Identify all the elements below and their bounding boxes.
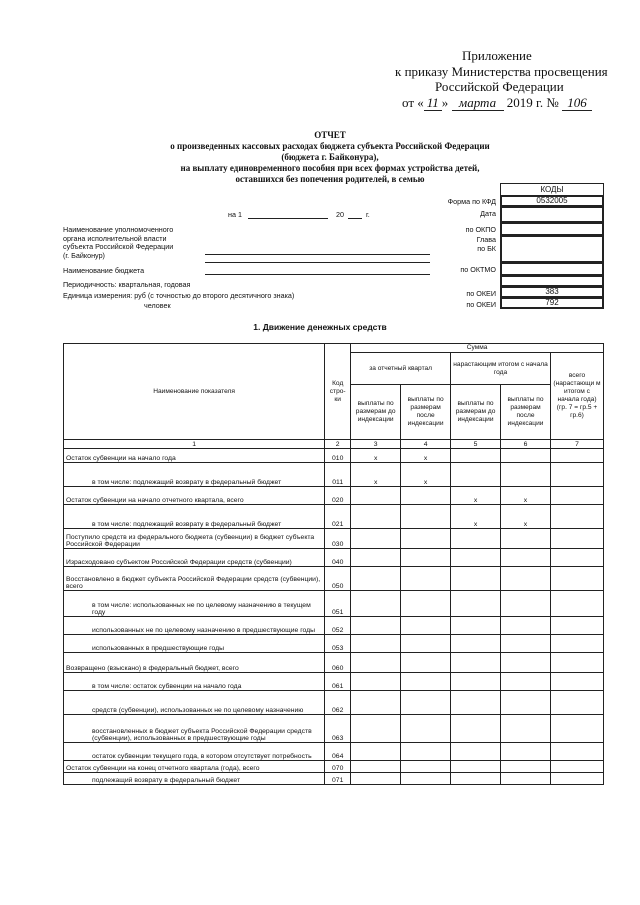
report-year-suffix: г. <box>366 210 370 219</box>
unit-label: Единица измерения: руб (с точностью до второго десятичного знака) <box>63 291 295 300</box>
row-cell-c3 <box>351 743 401 761</box>
okpo-label: по ОКПО <box>465 225 496 234</box>
row-cell-c7 <box>550 635 603 653</box>
row-cell-c5 <box>451 549 501 567</box>
row-cell-c6 <box>501 617 551 635</box>
row-name: Остаток субвенции на конец отчетного квартала (года), всего <box>64 761 325 773</box>
row-cell-c3 <box>351 549 401 567</box>
row-cell-c7 <box>550 549 603 567</box>
col-number-2: 2 <box>325 440 351 449</box>
row-cell-c7 <box>550 449 603 463</box>
row-cell-c4 <box>401 653 451 673</box>
row-cell-c7 <box>550 567 603 591</box>
date-day: 11 <box>424 95 442 112</box>
row-cell-c3 <box>351 673 401 691</box>
row-cell-c3 <box>351 691 401 715</box>
row-cell-c6 <box>501 743 551 761</box>
title-line4: на выплату единовременного пособия при всех формах устройства детей, <box>180 163 480 173</box>
row-cell-c4 <box>401 567 451 591</box>
col-name-header: Наименование показателя <box>64 344 325 440</box>
row-code: 030 <box>325 529 351 549</box>
budget-name-line <box>205 274 430 275</box>
row-name: Остаток субвенции на начало отчетного квартала, всего <box>64 487 325 505</box>
row-name: средств (субвенции), использованных не по целевому назначению <box>64 691 325 715</box>
row-name: в том числе: остаток субвенции на начало года <box>64 673 325 691</box>
title-line3: (бюджета г. Байконура), <box>281 152 379 162</box>
pay-before-index-header: выплаты по размерам до индексации <box>351 385 401 440</box>
row-name: подлежащий возврату в федеральный бюджет <box>64 773 325 785</box>
table-row <box>64 529 604 549</box>
col-number-5: 5 <box>451 440 501 449</box>
date-number: 106 <box>562 95 592 112</box>
row-code: 061 <box>325 673 351 691</box>
form-label: Форма по КФД <box>447 197 496 206</box>
row-code: 020 <box>325 487 351 505</box>
row-name: Поступило средств из федерального бюджета (субвенции) в бюджет субъекта Российской Федерации <box>64 529 325 549</box>
col-number-4: 4 <box>401 440 451 449</box>
row-cell-c7 <box>550 487 603 505</box>
row-cell-c3 <box>351 773 401 785</box>
row-cell-c3 <box>351 591 401 617</box>
row-cell-c3: x <box>351 449 401 463</box>
row-cell-c7 <box>550 673 603 691</box>
row-cell-c7 <box>550 505 603 529</box>
row-cell-c5: x <box>451 505 501 529</box>
section-title: 1. Движение денежных средств <box>253 322 387 332</box>
table-row <box>64 487 604 505</box>
row-name: в том числе: подлежащий возврату в федеральный бюджет <box>64 505 325 529</box>
title-line5: оставшихся без попечения родителей, в семью <box>235 174 425 184</box>
glava-label <box>440 235 496 253</box>
row-cell-c3 <box>351 505 401 529</box>
row-name: Восстановлено в бюджет субъекта Российской Федерации средств (субвенции), всего <box>64 567 325 591</box>
row-cell-c4 <box>401 505 451 529</box>
org-label-3: субъекта Российской Федерации <box>63 242 174 252</box>
table-row <box>64 449 604 463</box>
cash-flow-table <box>63 343 604 785</box>
row-cell-c5 <box>451 463 501 487</box>
row-name: использованных не по целевому назначению в предшествующие годы <box>64 617 325 635</box>
row-cell-c6: x <box>501 487 551 505</box>
periodicity-label: Периодичность: квартальная, годовая <box>63 280 191 289</box>
okei1-label: по ОКЕИ <box>466 289 496 298</box>
table-row <box>64 761 604 773</box>
row-cell-c5 <box>451 529 501 549</box>
row-cell-c6 <box>501 529 551 549</box>
row-cell-c4 <box>401 635 451 653</box>
table-row <box>64 617 604 635</box>
org-label-4: (г. Байконур) <box>63 250 105 260</box>
table-row <box>64 549 604 567</box>
report-year-prefix: 20 <box>336 210 344 219</box>
row-cell-c7 <box>550 773 603 785</box>
row-cell-c4 <box>401 549 451 567</box>
row-code: 064 <box>325 743 351 761</box>
table-row <box>64 673 604 691</box>
cumulative-header: нарастающим итогом с начала года <box>451 353 551 385</box>
row-code: 063 <box>325 715 351 743</box>
row-code: 060 <box>325 653 351 673</box>
row-cell-c6 <box>501 635 551 653</box>
col-number-3: 3 <box>351 440 401 449</box>
row-cell-c6 <box>501 773 551 785</box>
row-cell-c3 <box>351 653 401 673</box>
row-code: 050 <box>325 567 351 591</box>
row-cell-c6 <box>501 653 551 673</box>
row-cell-c4 <box>401 591 451 617</box>
row-code: 051 <box>325 591 351 617</box>
row-cell-c5 <box>451 691 501 715</box>
row-cell-c6 <box>501 449 551 463</box>
row-code: 010 <box>325 449 351 463</box>
row-cell-c4: x <box>401 463 451 487</box>
date-year: 2019 г. № <box>506 94 559 110</box>
table-row <box>64 743 604 761</box>
row-cell-c5 <box>451 773 501 785</box>
row-name: в том числе: подлежащий возврату в федеральный бюджет <box>64 463 325 487</box>
row-cell-c7 <box>550 617 603 635</box>
appendix-line2: к приказу Министерства просвещения <box>395 63 608 79</box>
row-cell-c6 <box>501 591 551 617</box>
row-code: 011 <box>325 463 351 487</box>
row-name: использованных в предшествующие годы <box>64 635 325 653</box>
row-cell-c7 <box>550 743 603 761</box>
row-cell-c6 <box>501 549 551 567</box>
row-cell-c7 <box>550 715 603 743</box>
glava-label-2: по БК <box>477 244 496 253</box>
row-code: 052 <box>325 617 351 635</box>
row-cell-c4 <box>401 529 451 549</box>
table-row <box>64 773 604 785</box>
title-line1: ОТЧЕТ <box>314 130 346 140</box>
table-row <box>64 653 604 673</box>
glava-code-value <box>500 235 604 263</box>
row-name: Остаток субвенции на начало года <box>64 449 325 463</box>
row-cell-c5 <box>451 653 501 673</box>
row-name: остаток субвенции текущего года, в котором отсутствует потребность <box>64 743 325 761</box>
table-row <box>64 463 604 487</box>
oktmo-label: по ОКТМО <box>460 265 496 274</box>
date-label: Дата <box>480 209 496 218</box>
report-date-line <box>248 218 328 219</box>
row-code: 070 <box>325 761 351 773</box>
org-label-1: Наименование уполномоченного <box>63 225 174 234</box>
row-cell-c3 <box>351 761 401 773</box>
total-header: всего (нарастающи м итогом с начала года) (гр. 7 = гр.5 + гр.6) <box>550 353 603 440</box>
row-cell-c4 <box>401 673 451 691</box>
row-cell-c7 <box>550 529 603 549</box>
row-cell-c7 <box>550 463 603 487</box>
row-code: 071 <box>325 773 351 785</box>
okei1-code-value: 383 <box>500 286 604 298</box>
table-row <box>64 505 604 529</box>
row-cell-c3 <box>351 635 401 653</box>
row-cell-c3 <box>351 715 401 743</box>
row-name: восстановленных в бюджет субъекта Российской Федерации средств (субвенции), использованных в предшествующие годы <box>64 715 325 743</box>
form-code-value: 0532005 <box>500 195 604 207</box>
table-row <box>64 715 604 743</box>
okei2-label: по ОКЕИ <box>466 300 496 309</box>
row-cell-c4 <box>401 743 451 761</box>
row-code: 021 <box>325 505 351 529</box>
row-cell-c5 <box>451 743 501 761</box>
table-row <box>64 591 604 617</box>
row-cell-c4 <box>401 617 451 635</box>
row-cell-c4 <box>401 761 451 773</box>
row-cell-c5 <box>451 617 501 635</box>
row-cell-c4 <box>401 773 451 785</box>
row-cell-c5: x <box>451 487 501 505</box>
appendix-header <box>380 48 610 111</box>
row-name: Израсходовано субъектом Российской Федерации средств (субвенции) <box>64 549 325 567</box>
row-code: 062 <box>325 691 351 715</box>
col-code-header: Код стро-ки <box>325 344 351 440</box>
date-mid: » <box>441 94 449 110</box>
pay-before-index-header-2: выплаты по размерам до индексации <box>451 385 501 440</box>
table-row <box>64 691 604 715</box>
quarter-header: за отчетный квартал <box>351 353 451 385</box>
row-cell-c4 <box>401 691 451 715</box>
row-name: Возвращено (взыскано) в федеральный бюджет, всего <box>64 653 325 673</box>
row-cell-c4: x <box>401 449 451 463</box>
row-cell-c5 <box>451 761 501 773</box>
row-name: в том числе: использованных не по целевому назначению в текущем году <box>64 591 325 617</box>
date-prefix: от « <box>402 94 424 110</box>
row-cell-c6 <box>501 715 551 743</box>
pay-after-index-header-2: выплаты по размерам после индексации <box>501 385 551 440</box>
col-number-6: 6 <box>501 440 551 449</box>
glava-label-1: Глава <box>476 235 496 244</box>
row-cell-c3 <box>351 487 401 505</box>
date-month: марта <box>452 95 504 112</box>
col-number-1: 1 <box>64 440 325 449</box>
row-cell-c7 <box>550 591 603 617</box>
org-name-line-1 <box>205 254 430 255</box>
row-cell-c6 <box>501 761 551 773</box>
appendix-line3: Российской Федерации <box>435 79 564 94</box>
row-cell-c6 <box>501 463 551 487</box>
row-cell-c5 <box>451 673 501 691</box>
row-cell-c6 <box>501 691 551 715</box>
row-cell-c5 <box>451 635 501 653</box>
report-date-prefix: на 1 <box>228 210 242 219</box>
table-row <box>64 635 604 653</box>
oktmo-code-value <box>500 262 604 276</box>
sum-header: Сумма <box>351 344 604 353</box>
row-cell-c6 <box>501 673 551 691</box>
codes-header: КОДЫ <box>500 183 604 196</box>
row-cell-c3 <box>351 617 401 635</box>
row-code: 053 <box>325 635 351 653</box>
row-cell-c7 <box>550 761 603 773</box>
org-name-line-2 <box>205 262 430 263</box>
row-cell-c3 <box>351 529 401 549</box>
okei2-code-value: 792 <box>500 297 604 309</box>
report-title <box>120 130 540 185</box>
table-row <box>64 567 604 591</box>
row-cell-c4 <box>401 715 451 743</box>
row-cell-c3 <box>351 567 401 591</box>
pay-after-index-header: выплаты по размерам после индексации <box>401 385 451 440</box>
report-year-line <box>348 218 362 219</box>
date-code-value <box>500 206 604 223</box>
okpo-code-value <box>500 222 604 236</box>
budget-name-label: Наименование бюджета <box>63 266 145 275</box>
row-cell-c4 <box>401 487 451 505</box>
title-line2: о произведенных кассовых расходах бюджета субъекта Российской Федерации <box>170 141 490 151</box>
appendix-line1: Приложение <box>462 48 532 63</box>
row-cell-c5 <box>451 591 501 617</box>
row-cell-c3: x <box>351 463 401 487</box>
row-cell-c6 <box>501 567 551 591</box>
row-cell-c5 <box>451 449 501 463</box>
unit-person-label: человек <box>144 301 171 310</box>
row-cell-c7 <box>550 691 603 715</box>
row-code: 040 <box>325 549 351 567</box>
col-number-7: 7 <box>550 440 603 449</box>
org-name-label <box>63 226 213 260</box>
row-cell-c5 <box>451 567 501 591</box>
row-cell-c6: x <box>501 505 551 529</box>
appendix-date <box>380 95 610 112</box>
row-cell-c5 <box>451 715 501 743</box>
row-cell-c7 <box>550 653 603 673</box>
org-label-2: органа исполнительной власти <box>63 233 167 243</box>
